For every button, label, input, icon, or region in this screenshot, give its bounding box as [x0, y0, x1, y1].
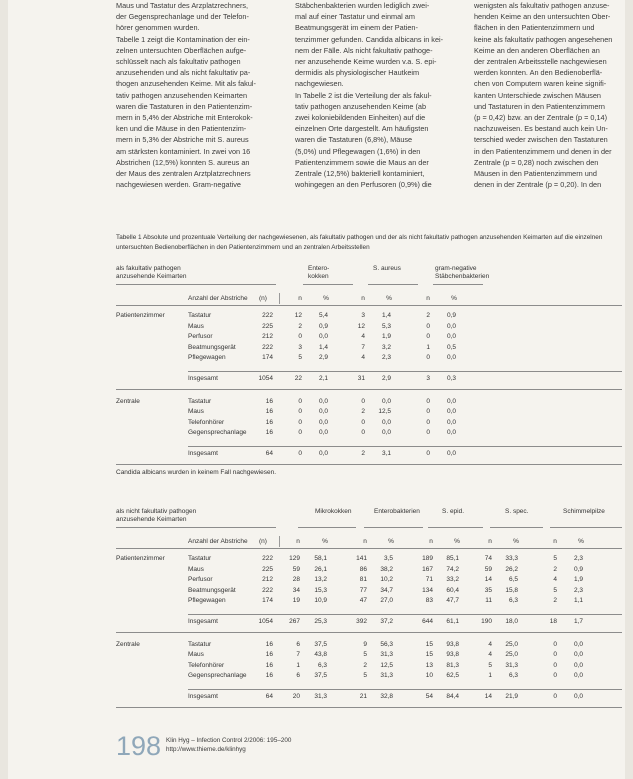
table-cell: 12 — [357, 322, 365, 330]
table-cell: 0,0 — [318, 418, 328, 426]
section-label: Zentrale — [116, 397, 140, 405]
row-label: Tastatur — [188, 640, 212, 648]
row-label: Maus — [188, 322, 204, 330]
table-cell: 9 — [363, 640, 367, 648]
table-cell: 84,4 — [446, 693, 459, 700]
column-header-sub: n — [429, 538, 433, 545]
table-cell: 20 — [292, 693, 300, 700]
document-page — [8, 0, 625, 779]
table-footnote: Candida albicans wurden in keinem Fall nachgewiesen. — [116, 468, 277, 476]
table-cell: 74 — [484, 555, 492, 562]
table-cell: 93,8 — [446, 640, 459, 648]
table-cell: 0 — [553, 693, 557, 700]
column-group-header: Schimmelpilze — [563, 508, 605, 515]
table-cell: 0 — [553, 640, 557, 648]
table-cell: 28 — [292, 576, 300, 584]
column-header-sub: n — [361, 295, 365, 302]
table-cell: 26,1 — [314, 565, 327, 573]
table-cell: 54 — [425, 693, 433, 700]
abstract-count: 16 — [265, 672, 273, 680]
abstract-count: 225 — [262, 565, 273, 573]
table-cell: 0 — [298, 397, 302, 405]
column-header-sub: % — [451, 295, 457, 302]
table-cell: 0,0 — [573, 672, 583, 680]
table-cell: 26,2 — [505, 565, 518, 573]
table-cell: 0,0 — [318, 333, 328, 341]
table-cell: 0,0 — [381, 429, 391, 437]
table-cell: 15 — [425, 640, 433, 648]
table-cell: 0 — [553, 651, 557, 659]
table-cell: 1,4 — [318, 343, 328, 351]
table-rule — [116, 389, 622, 390]
table-cell: 12,5 — [378, 408, 391, 416]
table-cell: 3,1 — [381, 450, 391, 457]
column-header-sub: % — [513, 538, 519, 545]
table-rule — [303, 284, 353, 285]
table-rule — [116, 707, 622, 708]
table-cell: 644 — [422, 618, 433, 625]
table-cell: 0 — [426, 397, 430, 405]
table-rule — [433, 284, 483, 285]
table-cell: 0,9 — [573, 565, 583, 573]
column-header-sub: n — [426, 295, 430, 302]
text-column-3 — [474, 0, 622, 190]
table-cell: 267 — [289, 618, 300, 625]
abstract-count: 174 — [262, 354, 273, 362]
table-cell: 0,5 — [446, 343, 456, 351]
table-cell: 5 — [298, 354, 302, 362]
table-cell: 59 — [292, 565, 300, 573]
table-cell: 6,3 — [508, 597, 518, 605]
row-label: Maus — [188, 651, 204, 659]
row-label: Tastatur — [188, 397, 212, 405]
table-cell: 31,3 — [380, 651, 393, 659]
column-header-sub: % — [454, 538, 460, 545]
table-cell: 1 — [488, 672, 492, 680]
total-row-label: Insgesamt — [188, 693, 218, 700]
table-cell: 43,8 — [314, 651, 327, 659]
row-label: Beatmungsgerät — [188, 586, 236, 594]
table-cell: 33,3 — [505, 555, 518, 562]
table-cell: 5 — [553, 555, 557, 562]
column-header-sub: % — [388, 538, 394, 545]
abstract-count: 16 — [265, 418, 273, 426]
table-cell: 37,5 — [314, 672, 327, 680]
table-caption: Tabelle 1 Absolute und prozentuale Verteilung der nachgewiesenen, als fakultativ pathogen und der als nicht fakultativ pathogen anzusehenden Keimarten auf die einzelnen untersuchten Bedienoberflächen in den Patientenzimmern und an zentralen Arbeitsstellen — [116, 234, 603, 251]
text-column-1 — [116, 0, 272, 190]
table-cell: 93,8 — [446, 651, 459, 659]
table-cell: 2,9 — [381, 375, 391, 382]
table-cell: 31,3 — [314, 693, 327, 700]
table-cell: 4 — [488, 640, 492, 648]
table-cell: 10,9 — [314, 597, 327, 605]
table-cell: 0 — [361, 418, 365, 426]
column-group-header: S. aureus — [373, 265, 401, 272]
table-cell: 5,3 — [381, 322, 391, 330]
table-cell: 0 — [361, 397, 365, 405]
column-group-header: S. spec. — [505, 508, 529, 515]
table-cell: 3,5 — [383, 555, 393, 562]
abstract-count: 1054 — [258, 618, 273, 625]
table-cell: 15 — [425, 651, 433, 659]
table-cell: 392 — [356, 618, 367, 625]
abstract-count: 16 — [265, 651, 273, 659]
table-cell: 10,2 — [380, 576, 393, 584]
journal-url: http://www.thieme.de/klinhyg — [166, 746, 246, 753]
table-cell: 12,5 — [380, 661, 393, 669]
table-cell: 0,0 — [446, 333, 456, 341]
table-cell: 2,1 — [318, 375, 328, 382]
table-cell: 27,0 — [380, 597, 393, 605]
table-cell: 59 — [484, 565, 492, 573]
table-cell: 13 — [425, 661, 433, 669]
table-cell: 0,0 — [446, 418, 456, 426]
journal-citation — [166, 736, 291, 754]
table-cell: 2 — [298, 322, 302, 330]
table-cell: 25,3 — [314, 618, 327, 625]
table-cell: 0,0 — [446, 397, 456, 405]
table-cell: 4 — [553, 576, 557, 584]
total-row-label: Insgesamt — [188, 618, 218, 625]
table-cell: 0 — [298, 333, 302, 341]
column-header-sub: n — [296, 538, 300, 545]
table-cell: 1,9 — [573, 576, 583, 584]
table-cell: 21,9 — [505, 693, 518, 700]
row-label: Beatmungsgerät — [188, 343, 236, 351]
table-cell: 37,2 — [380, 618, 393, 625]
table-cell: 2,9 — [318, 354, 328, 362]
paragraph: Stäbchenbakterien wurden lediglich zwei- mal auf einer Tastatur und einmal am Beatmungsgerät im einem der Patien- tenzimmer gefunden. Candida albicans in kei- nem der Fälle. Als nicht fakultativ pathoge- ner anzusehende Keime wurden v.a. S. epi- dermidis als physiologischer Hautkeim nachgewiesen. In Tabelle 2 ist die Verteilung der als fakul- tativ pathogen anzusehenden Keime (ab zwei koloniebildenden Einheiten) auf die einzelnen Orte dargestellt. Am häufigsten waren die Tastaturen (6,8%), Mäuse (5,0%) und Pflegewagen (1,6%) in den Patientenzimmern sowie die Maus an der Zentrale (12,5%) bakteriell kontaminiert, wohingegen an den Perfusoren (0,9%) die — [295, 1, 444, 190]
table-cell: 141 — [356, 555, 367, 562]
table-header-label: als nicht fakultativ pathogen anzusehende Keimarten — [116, 508, 197, 523]
table-cell: 3 — [361, 312, 365, 319]
column-group-header: Enterobakterien — [374, 508, 420, 515]
table-rule — [116, 527, 276, 528]
column-header-sub: % — [386, 295, 392, 302]
table-cell: 0 — [298, 450, 302, 457]
table-cell: 5 — [553, 586, 557, 594]
table-cell: 2 — [553, 565, 557, 573]
table-cell: 1 — [426, 343, 430, 351]
table-cell: 0,0 — [446, 429, 456, 437]
row-label: Tastatur — [188, 555, 212, 562]
table-cell: 0 — [426, 450, 430, 457]
table-cell: 14 — [484, 693, 492, 700]
table-cell: 61,1 — [446, 618, 459, 625]
table-rule — [116, 632, 622, 633]
table-cell: 4 — [361, 333, 365, 341]
table-cell: 1,9 — [381, 333, 391, 341]
table-cell: 129 — [289, 555, 300, 562]
table-cell: 0 — [361, 429, 365, 437]
table-cell: 85,1 — [446, 555, 459, 562]
table-cell: 35 — [484, 586, 492, 594]
table-cell: 0,0 — [573, 640, 583, 648]
table-cell: 1,7 — [573, 618, 583, 625]
table-cell: 0,0 — [446, 322, 456, 330]
table-cell: 18 — [549, 618, 557, 625]
table-cell: 0,0 — [381, 397, 391, 405]
table-cell: 0 — [298, 418, 302, 426]
table-cell: 0,0 — [573, 693, 583, 700]
abstract-count: 225 — [262, 322, 273, 330]
table-rule — [490, 527, 543, 528]
paragraph: wenigsten als fakultativ pathogen anzuse- henden Keime an den untersuchten Ober- flächen in den Patientenzimmern und keine als fakultativ pathogen angesehenen Keime an den anderen Oberflächen an der zentralen Arbeitsstelle nachgewiesen werden konnten. An den Bedienoberflä- chen von Computern waren keine signifi- kanten Unterschiede zwischen Mäusen und Tastaturen in den Patientenzimmern (p = 0,42) bzw. an der Zentrale (p = 0,14) nachzuweisen. Es bestand auch kein Un- terschied weder zwischen den Tastaturen in den Patientenzimmern und denen in der Zentrale (p = 0,28) noch zwischen den Mäusen in den Patientenzimmern und denen in der Zentrale (p = 0,20). In den — [474, 1, 613, 190]
table-cell: 32,8 — [380, 693, 393, 700]
table-cell: 2 — [426, 312, 430, 319]
abstract-count: 64 — [265, 450, 273, 457]
table-cell: 5 — [488, 661, 492, 669]
table-cell: 7 — [296, 651, 300, 659]
table-cell: 19 — [292, 597, 300, 605]
column-header-count: Anzahl der Abstriche — [188, 538, 248, 545]
table-cell: 86 — [359, 565, 367, 573]
table-cell: 4 — [361, 354, 365, 362]
table-cell: 1 — [296, 661, 300, 669]
abstract-count: 16 — [265, 429, 273, 437]
table-cell: 34 — [292, 586, 300, 594]
table-cell: 2 — [361, 450, 365, 457]
table-rule — [116, 305, 622, 306]
table-cell: 58,1 — [314, 555, 327, 562]
table-cell: 18,0 — [505, 618, 518, 625]
row-label: Maus — [188, 408, 204, 416]
table-cell: 134 — [422, 586, 433, 594]
table-cell: 0,0 — [446, 354, 456, 362]
table-cell: 0,3 — [446, 375, 456, 382]
table-cell: 1,4 — [381, 312, 391, 319]
table-header-label: als fakultativ pathogen anzusehende Keimarten — [116, 265, 187, 280]
section-label: Patientenzimmer — [116, 312, 165, 319]
table-cell: 21 — [359, 693, 367, 700]
table-cell: 74,2 — [446, 565, 459, 573]
citation-line: Klin Hyg – Infection Control 2/2006: 195–200 — [166, 737, 292, 744]
table-cell: 5,4 — [318, 312, 328, 319]
table-cell: 2 — [553, 597, 557, 605]
column-header-sub: % — [578, 538, 584, 545]
table-cell: 14 — [484, 576, 492, 584]
table-cell: 0 — [426, 333, 430, 341]
abstract-count: 212 — [262, 576, 273, 584]
column-rule — [279, 293, 280, 304]
table-cell: 190 — [481, 618, 492, 625]
row-label: Telefonhörer — [188, 418, 225, 426]
table-cell: 22 — [294, 375, 302, 382]
table-cell: 167 — [422, 565, 433, 573]
column-group-header: gram-negative Stäbchenbakterien — [435, 265, 490, 280]
table-cell: 81,3 — [446, 661, 459, 669]
table-cell: 0,0 — [446, 408, 456, 416]
row-label: Pflegewagen — [188, 597, 226, 605]
abstract-count: 1054 — [258, 375, 273, 382]
table-cell: 83 — [425, 597, 433, 605]
table-cell: 6,5 — [508, 576, 518, 584]
table-cell: 5 — [363, 651, 367, 659]
table-cell: 0 — [553, 672, 557, 680]
table-cell: 47,7 — [446, 597, 459, 605]
table-cell: 0,0 — [318, 450, 328, 457]
row-label: Tastatur — [188, 312, 212, 319]
table-cell: 2,3 — [573, 555, 583, 562]
table-rule — [188, 446, 622, 447]
column-group-header: Mikrokokken — [315, 508, 352, 515]
table-cell: 31,3 — [380, 672, 393, 680]
abstract-count: 16 — [265, 397, 273, 405]
table-cell: 15,3 — [314, 586, 327, 594]
table-rule — [364, 527, 423, 528]
abstract-count: 16 — [265, 640, 273, 648]
table-rule — [428, 527, 483, 528]
table-cell: 0 — [426, 429, 430, 437]
row-label: Pflegewagen — [188, 354, 226, 362]
page-number: 198 — [116, 731, 162, 761]
table-cell: 31,3 — [505, 661, 518, 669]
abstract-count: 222 — [262, 586, 273, 594]
table-cell: 2 — [363, 661, 367, 669]
table-cell: 34,7 — [380, 586, 393, 594]
column-header-sub: n — [363, 538, 367, 545]
table-cell: 0,9 — [318, 322, 328, 330]
table-cell: 10 — [425, 672, 433, 680]
table-cell: 0 — [553, 661, 557, 669]
text-column-2 — [295, 0, 451, 190]
table-cell: 6,3 — [508, 672, 518, 680]
table-rule — [116, 284, 276, 285]
table-cell: 0,0 — [318, 397, 328, 405]
column-header-sub: % — [322, 538, 328, 545]
table-cell: 11 — [485, 597, 492, 605]
table-rule — [550, 527, 622, 528]
table-cell: 0 — [298, 429, 302, 437]
table-cell: 62,5 — [446, 672, 459, 680]
row-label: Maus — [188, 565, 204, 573]
table-cell: 25,0 — [505, 640, 518, 648]
table-cell: 189 — [422, 555, 433, 562]
table-rule — [188, 689, 622, 690]
section-label: Zentrale — [116, 640, 140, 648]
table-cell: 0,0 — [318, 408, 328, 416]
table-cell: 1,1 — [573, 597, 583, 605]
table-rule — [298, 527, 356, 528]
column-header-sub: n — [298, 295, 302, 302]
table-cell: 60,4 — [446, 586, 459, 594]
table-cell: 37,5 — [314, 640, 327, 648]
table-cell: 38,2 — [380, 565, 393, 573]
row-label: Perfusor — [188, 576, 213, 584]
table-cell: 0 — [426, 322, 430, 330]
abstract-count: 222 — [262, 343, 273, 351]
table-cell: 0 — [426, 418, 430, 426]
table-cell: 47 — [359, 597, 367, 605]
table-cell: 0 — [426, 408, 430, 416]
row-label: Telefonhörer — [188, 661, 225, 669]
table-cell: 5 — [363, 672, 367, 680]
table-cell: 25,0 — [505, 651, 518, 659]
abstract-count: 174 — [262, 597, 273, 605]
total-row-label: Insgesamt — [188, 375, 218, 382]
table-cell: 3,2 — [381, 343, 391, 351]
table-cell: 15,8 — [505, 586, 518, 594]
column-header-unit: (n) — [259, 295, 267, 302]
table-cell: 0,0 — [446, 450, 456, 457]
table-rule — [188, 614, 622, 615]
table-rule — [188, 371, 622, 372]
table-cell: 0 — [426, 354, 430, 362]
table-cell: 13,2 — [314, 576, 327, 584]
abstract-count: 222 — [262, 312, 273, 319]
column-header-sub: % — [323, 295, 329, 302]
table-cell: 4 — [488, 651, 492, 659]
table-rule — [368, 284, 418, 285]
table-cell: 31 — [357, 375, 365, 382]
column-header-unit: (n) — [259, 538, 267, 545]
abstract-count: 222 — [262, 555, 273, 562]
column-header-sub: n — [553, 538, 557, 545]
table-rule — [116, 464, 622, 465]
table-cell: 77 — [359, 586, 367, 594]
section-label: Patientenzimmer — [116, 555, 165, 562]
table-cell: 6,3 — [317, 661, 327, 669]
table-cell: 2,3 — [573, 586, 583, 594]
table-cell: 0,0 — [573, 661, 583, 669]
row-label: Gegensprechanlage — [188, 429, 247, 437]
table-cell: 0,0 — [573, 651, 583, 659]
abstract-count: 16 — [265, 408, 273, 416]
table-cell: 56,3 — [380, 640, 393, 648]
abstract-count: 212 — [262, 333, 273, 341]
table-cell: 6 — [296, 640, 300, 648]
abstract-count: 16 — [265, 661, 273, 669]
table-cell: 0,9 — [446, 312, 456, 319]
row-label: Gegensprechanlage — [188, 672, 247, 680]
paragraph: Maus und Tastatur des Arzplatzrechners, der Gegensprechanlage und der Telefon- hörer genommen wurden. Tabelle 1 zeigt die Kontamination der ein- zelnen untersuchten Oberflächen aufge- schlüsselt nach als fakultativ pathogen anzusehenden und als nicht fakultativ pa- thogen anzusehenden Keime. Mit als fakul- tativ pathogen anzusehenden Keimarten waren die Tastaturen in den Patientenzim- mern in 5,4% der Abstriche mit Enterokok- ken und die Mäuse in den Patientenzim- mern in 5,3% der Abstriche mit S. aureus am stärksten kontaminiert. In zwei von 16 Abstrichen (12,5%) konnten S. aureus an der Maus des zentralen Arztplatzrechners nachgewiesen werden. Gram-negative — [116, 1, 256, 190]
table-cell: 12 — [294, 312, 302, 319]
table-cell: 2,3 — [381, 354, 391, 362]
table-cell: 0,0 — [318, 429, 328, 437]
table-cell: 2 — [361, 408, 365, 416]
column-header-count: Anzahl der Abstriche — [188, 295, 248, 302]
table-cell: 0,0 — [381, 418, 391, 426]
total-row-label: Insgesamt — [188, 450, 218, 457]
table-cell: 0 — [298, 408, 302, 416]
column-rule — [279, 536, 280, 547]
table-rule — [116, 548, 622, 549]
abstract-count: 64 — [265, 693, 273, 700]
table-cell: 3 — [298, 343, 302, 351]
table-cell: 33,2 — [446, 576, 459, 584]
column-group-header: Entero- kokken — [308, 265, 330, 280]
table-cell: 6 — [296, 672, 300, 680]
column-group-header: S. epid. — [442, 508, 465, 515]
table-cell: 7 — [361, 343, 365, 351]
row-label: Perfusor — [188, 333, 213, 341]
table-cell: 3 — [426, 375, 430, 382]
table-cell: 71 — [425, 576, 433, 584]
column-header-sub: n — [488, 538, 492, 545]
table-cell: 81 — [359, 576, 367, 584]
